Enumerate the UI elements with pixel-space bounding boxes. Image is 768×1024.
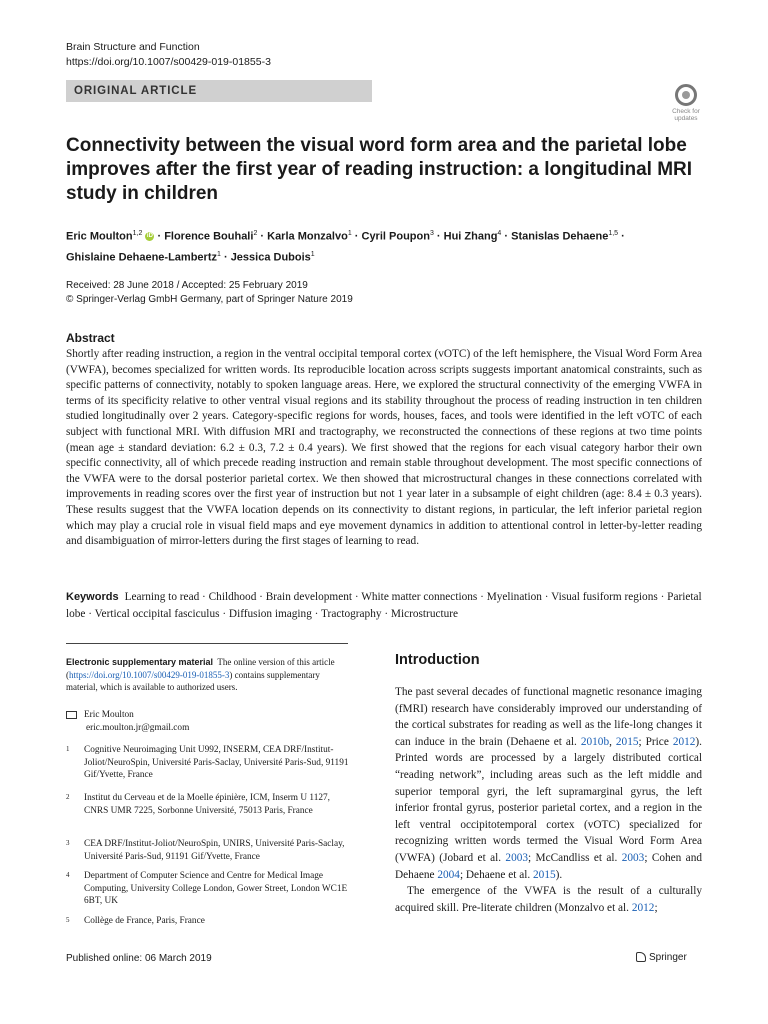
contact-email[interactable]: eric.moulton.jr@gmail.com: [86, 722, 190, 733]
footnote-divider: [66, 643, 348, 644]
check-updates-line1: Check for: [672, 108, 700, 115]
citation-link[interactable]: 2015: [533, 868, 556, 881]
author-affil: 2: [253, 230, 258, 237]
author-affil: 1: [347, 230, 352, 237]
publisher-logo: [636, 952, 687, 963]
affiliation-num: 4: [66, 871, 70, 879]
body-text: ; Price: [638, 735, 673, 748]
publisher-name: Springer: [649, 952, 687, 963]
affiliation-text: Cognitive Neuroimaging Unit U992, INSERM, CEA DRF/Institut-Joliot/NeuroSpin, Université Paris-Saclay, Université Paris-Sud, 91191 Gif/Yvette, France: [84, 745, 349, 780]
received-accepted: Received: 28 June 2018 / Accepted: 25 February 2019: [66, 280, 308, 291]
author-affil: 4: [497, 230, 502, 237]
supplementary-note: [66, 656, 348, 694]
esm-text-after: ) contains supplementary material, which is available to authorized users.: [66, 669, 320, 692]
affiliation-text: Department of Computer Science and Centre for Medical Image Computing, University College London, Gower Street, London WC1E 6BT, UK: [84, 871, 348, 906]
author-affil: 1: [217, 250, 221, 258]
author-list: Eric Moulton$^{1,2}$ iD · Florence Bouhali$^2$ · Karla Monzalvo$^1$ · Cyril Poupon$^3$ · Hui Zhang$^4$ · Stanislas Dehaene$^{1,5}$ · Ghislaine Dehaene-Lambertz$^1$ · Jessica Dubois$^1$: [66, 230, 625, 264]
author-affil: 1: [310, 250, 315, 258]
author-name[interactable]: Cyril Poupon: [361, 230, 430, 243]
author-name[interactable]: Ghislaine Dehaene-Lambertz: [66, 251, 217, 264]
body-text: ,: [609, 735, 616, 748]
citation-link[interactable]: 2012: [672, 735, 696, 748]
author-name[interactable]: Jessica Dubois: [230, 251, 311, 264]
introduction-paragraph: [395, 883, 702, 916]
affiliation-num: 2: [66, 793, 70, 801]
author-name[interactable]: Stanislas Dehaene: [511, 230, 609, 243]
body-text: ;: [654, 901, 658, 914]
envelope-icon: [66, 711, 77, 719]
esm-link[interactable]: https://doi.org/10.1007/s00429-019-01855-3: [69, 669, 230, 680]
body-text: ).: [555, 868, 563, 881]
citation-link[interactable]: 2010b: [580, 735, 610, 748]
author-affil: 1,2: [132, 230, 143, 237]
author-affil: 1,5: [608, 230, 619, 237]
article-type-badge: ORIGINAL ARTICLE: [66, 80, 372, 102]
keywords-label: Keywords: [66, 591, 119, 603]
article-doi[interactable]: https://doi.org/10.1007/s00429-019-01855-3: [66, 56, 271, 68]
keywords-text: Learning to read · Childhood · Brain development · White matter connections · Myelination · Visual fusiform regions · Parietal lobe · Vertical occipital fasciculus · Diffusion imaging · Tractography · Microstructure: [66, 591, 702, 620]
published-date: Published online: 06 March 2019: [66, 953, 212, 964]
author-name[interactable]: Florence Bouhali: [164, 230, 254, 243]
affiliation-num: 3: [66, 839, 70, 847]
corresponding-author: [66, 709, 356, 734]
author-name[interactable]: Karla Monzalvo: [267, 230, 348, 243]
affiliation-num: 1: [66, 745, 70, 753]
keywords: [66, 589, 702, 622]
author-name[interactable]: Eric Moulton: [66, 230, 133, 243]
affiliation-item: [66, 915, 356, 928]
body-text: ; McCandliss et al.: [528, 851, 622, 864]
introduction-paragraph: [395, 684, 702, 883]
citation-link[interactable]: 2003: [505, 851, 529, 864]
journal-header: [66, 40, 271, 70]
article-dates: [66, 279, 353, 307]
introduction-body: [395, 684, 702, 916]
body-text: The emergence of the VWFA is the result of a culturally acquired skill. Pre-literate children (Monzalvo et al.: [395, 885, 702, 914]
citation-link[interactable]: 2015: [615, 735, 639, 748]
affiliation-text: Collège de France, Paris, France: [84, 916, 205, 926]
check-for-updates-button[interactable]: [666, 84, 706, 122]
springer-horse-icon: [636, 952, 646, 962]
body-text: ). Printed words are processed by a largely distributed cortical “reading network”, including areas such as the left middle and superior temporal gyri, the left supramarginal gyrus, the left inferior frontal gyrus, posterior parietal cortex, and a region in the left ventral occipitotemporal cortex (vOTC) specialized for recognizing written words termed the Visual Word Form Area (VWFA) (Jobard et al.: [395, 735, 702, 864]
author-affil: 3: [429, 230, 434, 237]
affiliation-text: Institut du Cerveau et de la Moelle épinière, ICM, Inserm U 1127, CNRS UMR 7225, Sorbonne Université, 75013 Paris, France: [84, 793, 330, 816]
abstract-heading: Abstract: [66, 331, 115, 345]
orcid-icon[interactable]: iD: [146, 233, 153, 240]
body-text: ; Dehaene et al.: [459, 868, 534, 881]
affiliation-item: [66, 792, 356, 817]
check-updates-icon: [675, 84, 697, 106]
copyright: © Springer-Verlag GmbH Germany, part of Springer Nature 2019: [66, 294, 353, 305]
citation-link[interactable]: 2012: [631, 901, 655, 914]
contact-name: Eric Moulton: [83, 710, 134, 720]
article-title: Connectivity between the visual word form area and the parietal lobe improves after the first year of reading instruction: a longitudinal MRI study in children: [66, 135, 693, 204]
body-text: The past several decades of functional magnetic resonance imaging (fMRI) research have considerably improved our understanding of the cortical substrates for reading as well as the life-long changes it can induce in the brain (Dehaene et al.: [395, 686, 702, 748]
affiliation-item: [66, 870, 356, 908]
body-text: ; Cohen and Dehaene: [395, 851, 702, 881]
esm-label: Electronic supplementary material: [66, 657, 214, 667]
check-updates-line2: updates: [674, 115, 698, 122]
esm-text-before: The online version of this article (: [66, 657, 335, 680]
introduction-heading: Introduction: [395, 652, 480, 668]
abstract-text: Shortly after reading instruction, a region in the ventral occipital temporal cortex (vOTC) of the left hemisphere, the Visual Word Form Area (VWFA), becomes specialized for written words. Its reproducible location across scripts suggests important anatomical constraints, such as specific patterns of connectivity, notably to spoken language areas. Here, we explored the structural connectivity of the emerging VWFA in terms of its specificity relative to other ventral visual regions and its stability throughout the process of reading instruction in ten children studied longitudinally over 2 years. Category-specific regions for words, houses, faces, and tools were identified in the left vOTC of each subject with functional MRI. With diffusion MRI and tractography, we reconstructed the connections of these regions at two time points (mean age ± standard deviation: 6.2 ± 0.3, 7.2 ± 0.4 years). We first showed that the regions for each visual category harbor their own specific connectivity, all of which precede reading instruction and remain stable throughout development. The most specific connections of the VWFA were to the dorsal posterior parietal cortex. We then showed that microstructural changes in these connections correlated with improvements in reading scores over the first year of instruction but not 1 year later in a subsample of eight children (age: 8.4 ± 0.3 years). These results suggest that the VWFA location depends on its connectivity to distant regions, in particular, the left inferior parietal region which may play a crucial role in visual field maps and eye movement dynamics in addition to attentional control in letter-by-letter reading and disambiguation of mirror-letters during the first stages of learning to read.: [66, 348, 702, 548]
journal-name: Brain Structure and Function: [66, 41, 200, 53]
affiliation-item: [66, 838, 356, 863]
citation-link[interactable]: 2004: [437, 868, 460, 881]
author-name[interactable]: Hui Zhang: [443, 230, 498, 243]
affiliation-num: 5: [66, 916, 70, 924]
affiliation-text: CEA DRF/Institut-Joliot/NeuroSpin, UNIRS, Université Paris-Saclay, Université Paris-Sud, 91191 Gif/Yvette, France: [84, 839, 345, 862]
citation-link[interactable]: 2003: [621, 851, 645, 864]
affiliation-item: [66, 744, 356, 782]
